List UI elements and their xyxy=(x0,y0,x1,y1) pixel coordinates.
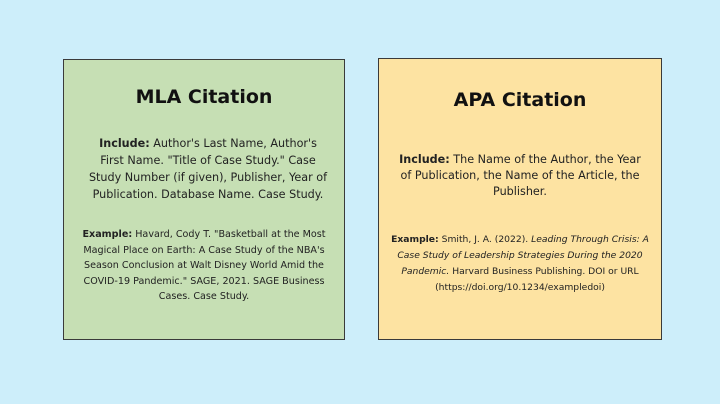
apa-example-label: Example: xyxy=(391,234,439,245)
apa-card-title: APA Citation xyxy=(453,89,587,111)
apa-include-text xyxy=(399,152,641,200)
apa-example-title: Leading Through Crisis: A Case Study of Leadership Strategies During the 2020 Pandemic. xyxy=(397,234,649,277)
mla-example-text xyxy=(78,227,330,305)
mla-card-title: MLA Citation xyxy=(135,86,273,108)
apa-include-label: Include: xyxy=(399,153,450,166)
apa-citation-card xyxy=(378,58,662,340)
apa-example-author: Smith, J. A. (2022). xyxy=(438,234,532,245)
apa-example-text xyxy=(391,232,649,296)
apa-example-rest: Harvard Business Publishing. DOI or URL (https://doi.org/10.1234/exampledoi) xyxy=(435,266,639,293)
mla-example-label: Example: xyxy=(82,229,133,240)
mla-include-label: Include: xyxy=(99,137,150,150)
mla-example-body: Havard, Cody T. "Basketball at the Most Magical Place on Earth: A Case Study of the NBA's Season Conclusion at Walt Disney World Amid the COVID-19 Pandemic." SAGE, 2021. SAGE Business Cases. Case Study. xyxy=(83,229,326,302)
mla-include-text xyxy=(86,135,330,203)
mla-include-body: Author's Last Name, Author's First Name. "Title of Case Study." Case Study Number (if given), Publisher, Year of Publication. Database Name. Case Study. xyxy=(88,137,328,201)
apa-include-body: The Name of the Author, the Year of Publication, the Name of the Article, the Publisher. xyxy=(400,153,641,198)
mla-citation-card xyxy=(63,59,345,340)
